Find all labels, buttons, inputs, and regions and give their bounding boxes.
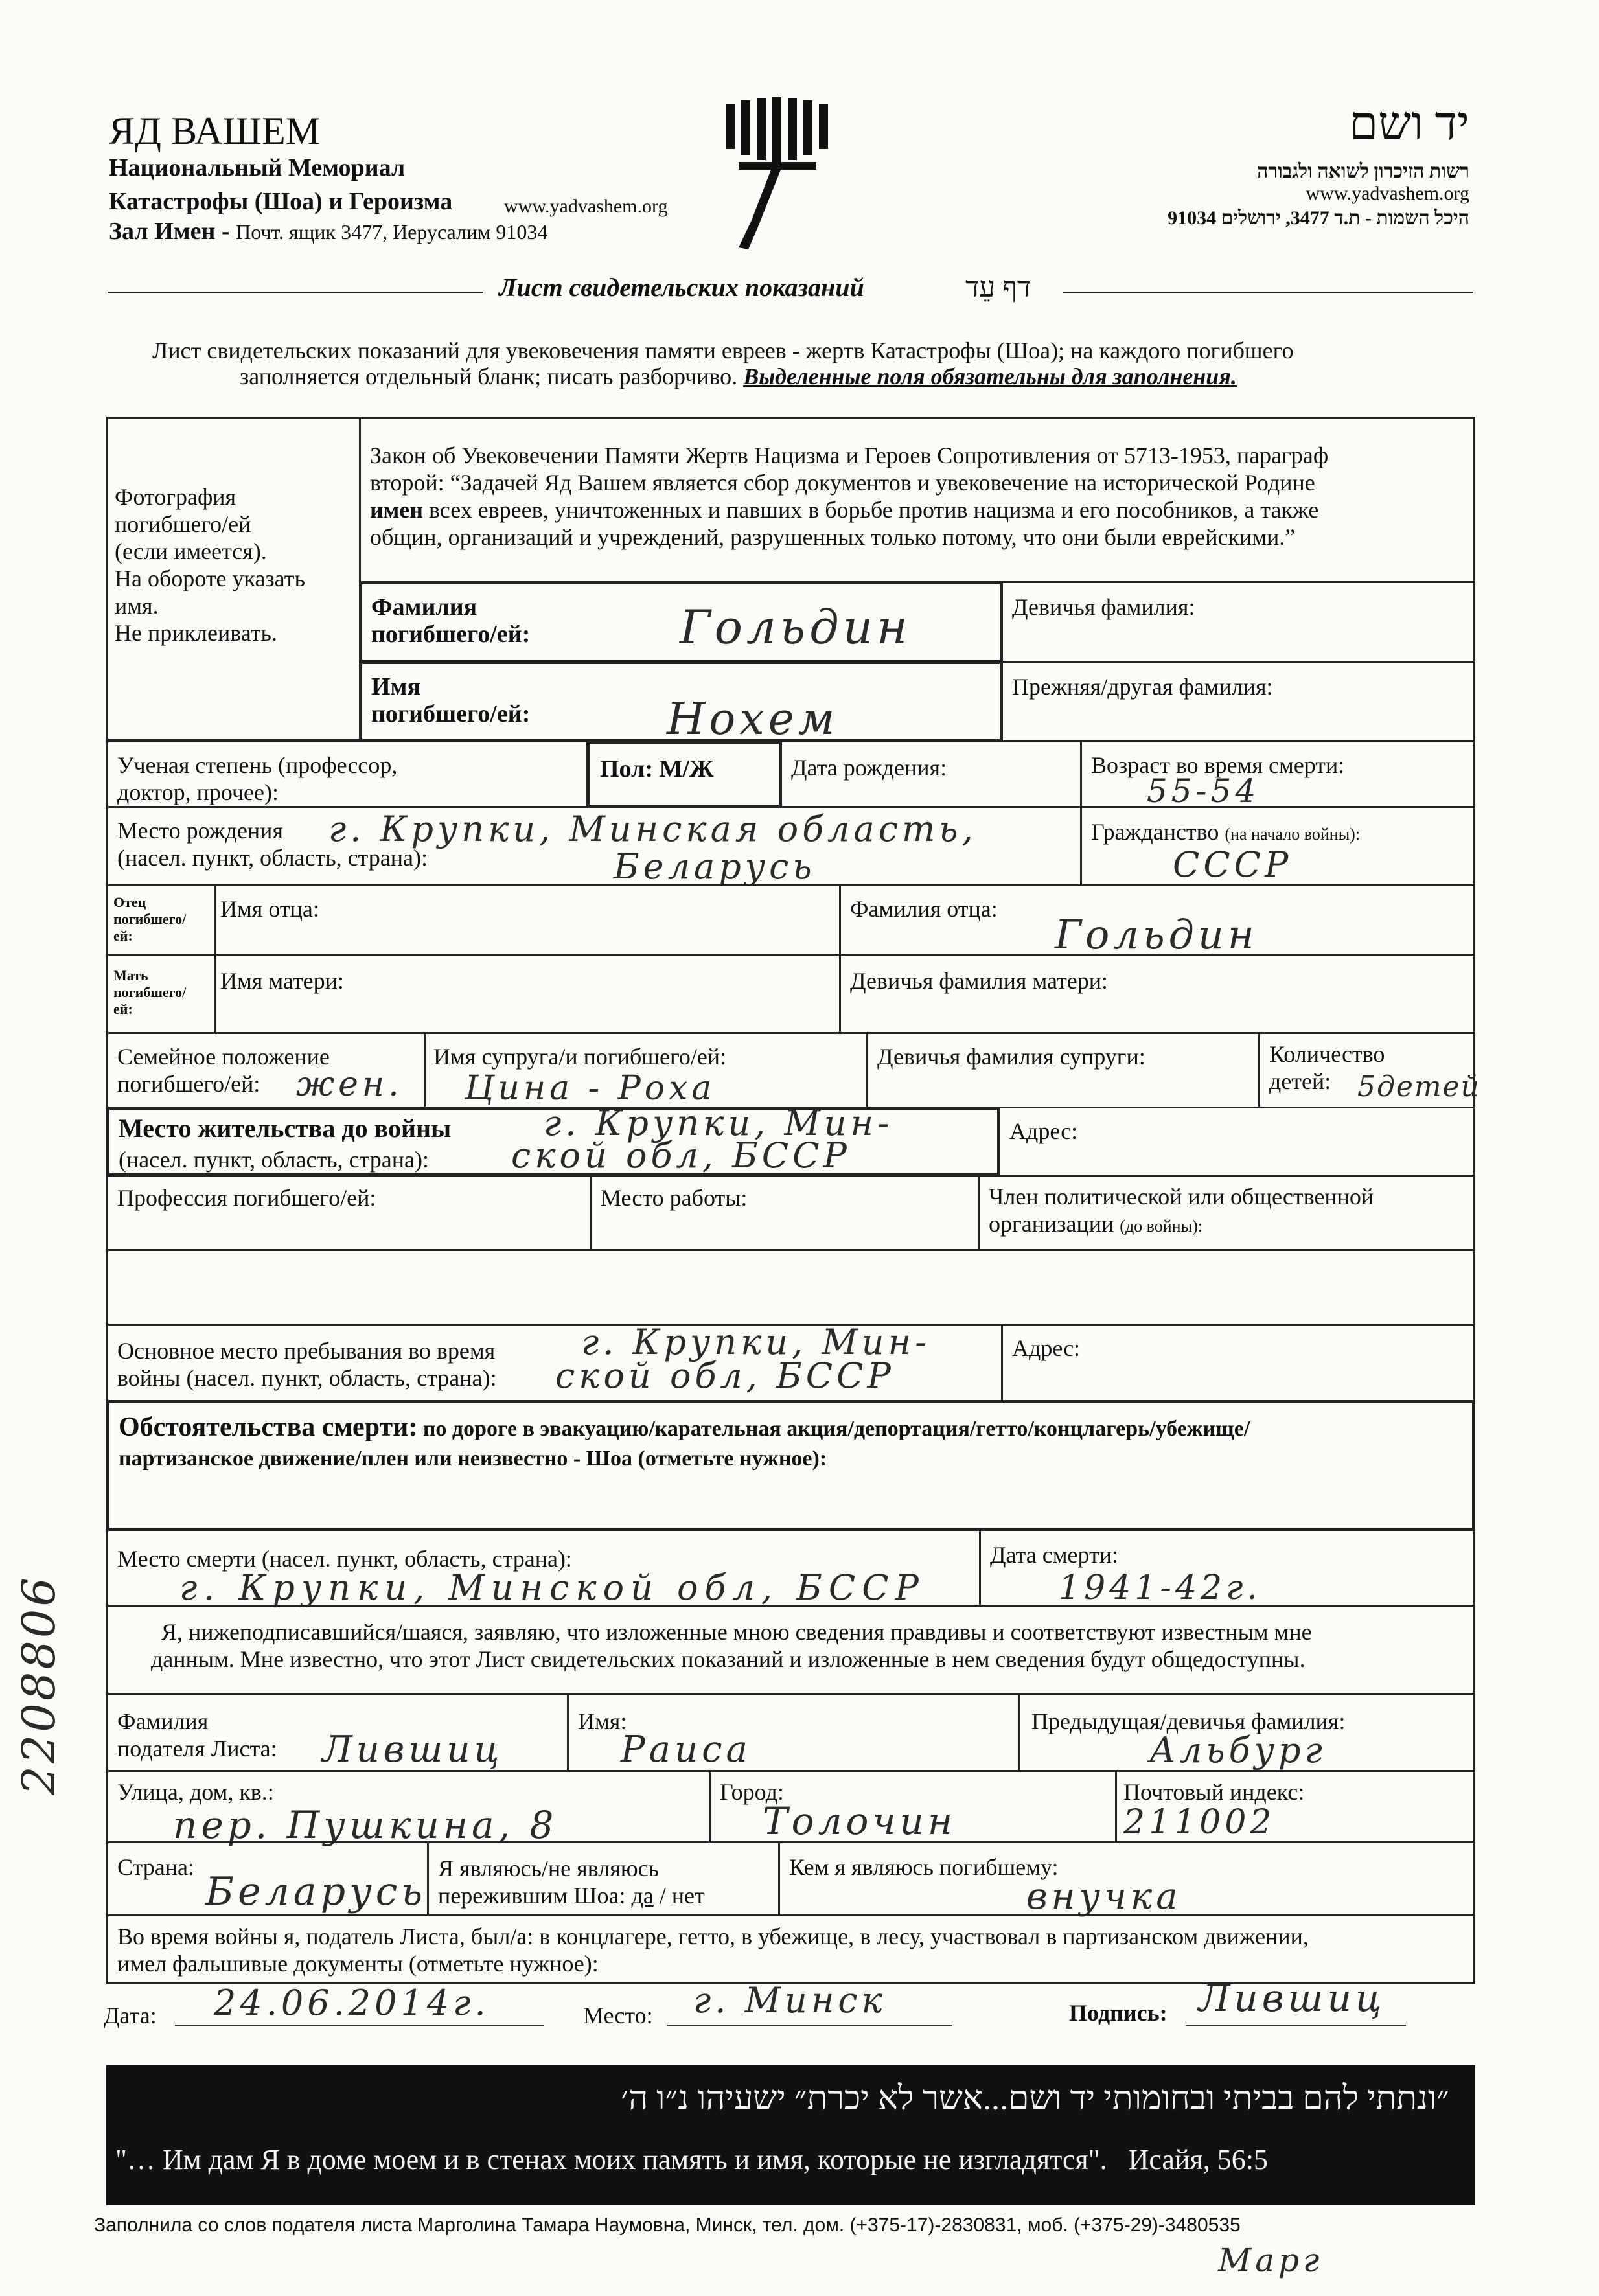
membership-label-text: организации <box>989 1211 1114 1237</box>
victim-maiden-cell[interactable] <box>1001 581 1475 663</box>
intro-line1: Лист свидетельских показаний для увековечения памяти евреев - жертв Катастрофы (Шоа); на каждого погибшего <box>152 338 1294 363</box>
profession-label: Профессия погибшего/ей: <box>117 1185 376 1211</box>
signature-label: Подпись: <box>1069 2000 1168 2026</box>
date-label: Дата: <box>104 2003 157 2028</box>
website-right[interactable]: www.yadvashem.org <box>1306 183 1469 204</box>
label-line: детей: <box>1269 1068 1331 1094</box>
submitter-surname-cell[interactable] <box>106 1693 569 1772</box>
law-cell <box>359 417 1475 583</box>
mother-maiden-label: Девичья фамилия матери: <box>850 968 1109 994</box>
victim-name-label <box>371 673 530 728</box>
blank-row-cell[interactable] <box>106 1249 1475 1326</box>
wartime-place-label <box>117 1337 497 1392</box>
date-value: 24.06.2014г. <box>214 1982 490 2023</box>
law-line: общин, организаций и учреждений, разрушенных только потому, что они были еврейскими.” <box>370 524 1296 550</box>
victim-maiden-label: Девичья фамилия: <box>1012 594 1195 620</box>
submitter-maiden-cell[interactable] <box>1018 1693 1475 1772</box>
law-bold-word: имен <box>370 497 423 523</box>
title-rule-left <box>108 292 483 293</box>
degree-label <box>117 752 397 806</box>
submitter-maiden-value: Альбург <box>1149 1730 1326 1771</box>
submitter-wartime-text <box>117 1923 1309 1977</box>
org-name-ru: ЯД ВАШЕМ <box>109 109 321 152</box>
father-name-cell[interactable] <box>214 884 841 956</box>
death-date-label: Дата смерти: <box>990 1542 1119 1568</box>
photo-note-line: Фотография <box>115 484 236 510</box>
victim-surname-value: Гольдин <box>680 600 912 654</box>
label-line: Фамилия <box>117 1708 209 1734</box>
victim-name-value: Нохем <box>667 694 839 745</box>
label-line: Семейное положение <box>117 1044 330 1070</box>
citizenship-note: (на начало войны): <box>1225 825 1361 844</box>
submitter-surname-value: Лившиц <box>322 1728 503 1771</box>
label-line: погибшего/ей: <box>371 621 531 648</box>
label-line: Имя <box>371 673 420 700</box>
birth-date-cell[interactable] <box>780 740 1082 808</box>
citizenship-cell[interactable] <box>1080 806 1475 886</box>
father-side-cell <box>106 884 216 956</box>
country-label: Страна: <box>117 1854 194 1880</box>
children-value: 5детей <box>1357 1070 1481 1103</box>
survivor-label-text: пережившим Шоа: <box>438 1883 626 1909</box>
photo-note-line: (если имеется). <box>115 538 267 564</box>
father-side-label <box>113 894 186 945</box>
birthplace-value <box>328 810 977 886</box>
street-cell[interactable] <box>106 1770 711 1847</box>
survivor-yes[interactable]: да <box>631 1883 654 1909</box>
hw-line: г. Крупки, Мин- <box>544 1103 893 1143</box>
website-left[interactable]: www.yadvashem.org <box>504 196 668 217</box>
residence-label: Место жительства до войны <box>119 1114 452 1143</box>
label-line: (насел. пункт, область, страна): <box>117 845 428 871</box>
death-place-value: г. Крупки, Минской обл, БССР <box>179 1567 925 1608</box>
quote-reference: Исайя, 56:5 <box>1128 2144 1268 2175</box>
label-line: погибшего/ей: <box>371 700 531 728</box>
workplace-label: Место работы: <box>601 1185 748 1211</box>
survivor-label <box>438 1855 705 1909</box>
age-value: 55-54 <box>1147 772 1260 810</box>
label-line <box>989 1210 1374 1240</box>
spouse-maiden-cell[interactable] <box>866 1032 1260 1108</box>
label-line: Место рождения <box>117 818 284 844</box>
photo-note-line: Не приклеивать. <box>115 620 277 646</box>
filled-by-note: Заполнила со слов подателя листа Марголина Тамара Наумовна, Минск, тел. дом. (+375-17)-2830831, моб. (+375-29)-3480535 <box>94 2214 1241 2236</box>
age-label: Возраст во время смерти: <box>1091 752 1345 778</box>
label-line: Ученая степень (профессор, <box>117 752 398 778</box>
workplace-cell[interactable] <box>590 1175 980 1251</box>
death-circumstances-text <box>119 1414 1250 1473</box>
residence-sublabel: (насел. пункт, область, страна): <box>119 1147 430 1173</box>
membership-cell[interactable] <box>978 1175 1475 1251</box>
country-cell[interactable] <box>106 1841 429 1916</box>
marital-status-cell[interactable] <box>106 1032 426 1108</box>
law-text <box>370 442 1328 551</box>
hw-line: г. Крупки, Минская область, <box>328 809 977 849</box>
label-line: ей: <box>113 1001 133 1017</box>
org-name-he: יד ושם <box>1349 98 1469 150</box>
relation-value: внучка <box>1026 1876 1182 1918</box>
law-line-text: всех евреев, уничтоженных и павших в борьбе против нацизма и его пособников, а также <box>428 497 1319 523</box>
submitter-wartime-cell[interactable] <box>106 1914 1475 1984</box>
label-line: Основное место пребывания во время <box>117 1338 496 1364</box>
spouse-maiden-label: Девичья фамилия супруги: <box>877 1044 1145 1070</box>
label-line: погибшего/ей: <box>117 1071 260 1097</box>
submitter-surname-label <box>117 1708 277 1762</box>
label-line: Я являюсь/не являюсь <box>438 1855 660 1881</box>
street-value: пер. Пушкина, 8 <box>173 1803 558 1847</box>
death-circ-label: Обстоятельства смерти: <box>119 1412 418 1442</box>
mother-side-cell <box>106 954 216 1034</box>
death-circ-line1 <box>119 1414 1250 1443</box>
hw-line: г. Крупки, Мин- <box>581 1322 931 1362</box>
mother-name-label: Имя матери: <box>220 968 344 994</box>
birth-date-label: Дата рождения: <box>791 755 947 781</box>
hall-line <box>109 218 547 246</box>
photo-cell[interactable] <box>106 417 361 740</box>
father-surname-label: Фамилия отца: <box>850 896 998 922</box>
photo-note-line: имя. <box>115 593 159 619</box>
zip-value: 211002 <box>1123 1803 1276 1842</box>
hebrew-quote: ״ונתתי להם בביתי ובחומותי יד ושם...אשר לא יכרת״ ישעיהו נ״ו ה׳ <box>621 2080 1449 2117</box>
photo-note-line: погибшего/ей <box>115 511 251 537</box>
label-line: ей: <box>113 928 133 944</box>
degree-cell[interactable] <box>106 740 588 808</box>
he-line1: רשות הזיכרון לשואה ולגבורה <box>1257 161 1469 182</box>
death-place-label: Место смерти (насел. пункт, область, страна): <box>117 1546 572 1572</box>
label-line: Количество <box>1269 1041 1385 1067</box>
father-name-label: Имя отца: <box>220 896 319 922</box>
law-line: Закон об Увековечении Памяти Жертв Нацизма и Героев Сопротивления от 5713-1953, параграф <box>370 442 1329 468</box>
hall-label: Зал Имен - <box>109 218 236 245</box>
gender-label: Пол: М/Ж <box>600 755 714 783</box>
he-address: היכל השמות - ת.ד 3477, ירושלים 91034 <box>1168 207 1469 229</box>
intro-text: заполняется отдельный бланк; писать разборчиво. <box>240 363 744 389</box>
place-underline <box>667 2025 952 2026</box>
victim-other-surname-label: Прежняя/другая фамилия: <box>1012 674 1273 700</box>
age-cell[interactable] <box>1080 740 1475 808</box>
death-circ-options-line2: партизанское движение/плен или неизвестно - Шоа (отметьте нужное): <box>119 1447 827 1471</box>
mother-side-label <box>113 967 186 1018</box>
survivor-cell[interactable] <box>427 1841 780 1916</box>
gender-cell[interactable] <box>586 740 782 808</box>
city-label: Город: <box>720 1779 784 1805</box>
label-line: погибшего/ <box>113 911 187 927</box>
form-title-ru: Лист свидетельских показаний <box>499 273 864 302</box>
title-rule-right <box>1063 292 1473 293</box>
label-line: Отец <box>113 894 146 910</box>
spouse-name-cell[interactable] <box>424 1032 868 1108</box>
bottom-signature: Марг <box>1218 2242 1324 2279</box>
victim-other-surname-cell[interactable] <box>1001 661 1475 742</box>
declaration-line: данным. Мне известно, что этот Лист свидетельских показаний и изложенные в нем сведения будут общедоступны. <box>151 1646 1306 1672</box>
org-line2: Катастрофы (Шоа) и Героизма <box>109 188 453 215</box>
russian-quote-text: "… Им дам Я в доме моем и в стенах моих память и имя, которые не изгладятся". <box>115 2144 1107 2175</box>
submitter-maiden-label: Предыдущая/девичья фамилия: <box>1031 1708 1346 1734</box>
signature-value: Лившиц <box>1199 1976 1386 2020</box>
birthplace-cell[interactable] <box>106 806 1082 886</box>
label-line: погибшего/ <box>113 984 187 1000</box>
relation-cell[interactable] <box>778 1841 1475 1916</box>
submitter-name-cell[interactable] <box>567 1693 1020 1772</box>
label-line <box>438 1882 705 1909</box>
residence-address-cell[interactable] <box>998 1107 1475 1177</box>
label-line: войны (насел. пункт, область, страна): <box>117 1365 497 1391</box>
yad-vashem-logo <box>719 97 836 253</box>
death-place-cell[interactable] <box>106 1529 981 1607</box>
children-cell[interactable] <box>1258 1032 1481 1108</box>
law-line <box>370 496 1328 523</box>
wartime-self-line: имел фальшивые документы (отметьте нужное): <box>117 1951 599 1977</box>
place-value: г. Минск <box>693 1980 886 2021</box>
victim-surname-label <box>371 593 530 648</box>
membership-label <box>989 1183 1374 1240</box>
father-surname-cell[interactable] <box>839 884 1475 956</box>
side-number: 2208806 <box>12 1575 65 1795</box>
hall-address: Почт. ящик 3477, Иерусалим 91034 <box>236 220 548 244</box>
death-circ-options: по дороге в эвакуацию/карательная акция/депортация/гетто/концлагерь/убежище/ <box>417 1417 1250 1441</box>
zip-cell[interactable] <box>1115 1770 1475 1843</box>
declaration-line: Я, нижеподписавшийся/шаяся, заявляю, что изложенные мною сведения правдивы и соответствуют известным мне <box>161 1619 1312 1645</box>
death-circumstances-cell[interactable] <box>106 1400 1475 1531</box>
wartime-place-value <box>555 1322 931 1396</box>
label-line: подателя Листа: <box>117 1736 277 1762</box>
declaration-text <box>151 1618 1312 1673</box>
form-title-he: דף עֵד <box>965 271 1031 303</box>
survivor-no[interactable]: нет <box>671 1883 705 1909</box>
victim-surname-cell[interactable] <box>359 581 1003 663</box>
city-value: Толочин <box>763 1799 957 1843</box>
profession-cell[interactable] <box>106 1175 592 1251</box>
citizenship-value: СССР <box>1173 844 1293 885</box>
residence-value <box>511 1103 893 1176</box>
death-date-cell[interactable] <box>979 1529 1475 1607</box>
submitter-name-label: Имя: <box>578 1708 627 1734</box>
wartime-place-cell[interactable] <box>106 1324 1003 1402</box>
photo-note-line: На обороте указать <box>115 566 305 591</box>
victim-name-cell[interactable] <box>359 661 1003 745</box>
intro-emphasis: Выделенные поля обязательны для заполнения. <box>743 363 1237 389</box>
org-line1: Национальный Мемориал <box>109 154 406 181</box>
wartime-address-label: Адрес: <box>1012 1335 1081 1361</box>
city-cell[interactable] <box>709 1770 1117 1843</box>
zip-label: Почтовый индекс: <box>1123 1779 1305 1805</box>
russian-quote <box>115 2143 1268 2176</box>
intro-line2 <box>240 363 1237 390</box>
wartime-address-cell[interactable] <box>1001 1324 1475 1402</box>
spouse-name-value: Цина - Роха <box>465 1069 716 1108</box>
relation-label: Кем я являюсь погибшему: <box>789 1854 1059 1880</box>
date-underline <box>175 2025 544 2026</box>
mother-maiden-cell[interactable] <box>839 954 1475 1034</box>
signature-underline <box>1186 2025 1406 2026</box>
death-date-value: 1941-42г. <box>1059 1568 1261 1607</box>
residence-cell[interactable] <box>106 1103 1000 1177</box>
label-line: Фамилия <box>371 593 477 621</box>
place-label: Место: <box>583 2003 653 2028</box>
hw-line: ской обл, БССР <box>511 1135 851 1176</box>
father-surname-value: Гольдин <box>1055 911 1258 958</box>
label-line: Мать <box>113 967 148 983</box>
mother-name-cell[interactable] <box>214 954 841 1034</box>
country-value: Беларусь <box>205 1869 427 1914</box>
hw-line: Беларусь <box>614 846 816 887</box>
photo-note <box>115 483 305 647</box>
submitter-name-value: Раиса <box>621 1728 752 1771</box>
wartime-self-line: Во время войны я, податель Листа, был/а: в концлагере, гетто, в убежище, в лесу, участвовал в партизанском движении, <box>117 1923 1309 1949</box>
law-line: второй: “Задачей Яд Вашем является сбор документов и увековечение на исторической Родине <box>370 470 1315 496</box>
spouse-name-label: Имя супруга/и погибшего/ей: <box>433 1044 727 1070</box>
quote-banner <box>106 2065 1475 2205</box>
citizenship-label-text: Гражданство <box>1091 819 1219 845</box>
label-line: доктор, прочее): <box>117 779 279 805</box>
hw-line: ской обл, БССР <box>555 1355 895 1396</box>
residence-address-label: Адрес: <box>1009 1118 1078 1144</box>
street-label: Улица, дом, кв.: <box>117 1779 274 1805</box>
survivor-separator: / <box>653 1883 672 1909</box>
marital-status-value: жен. <box>296 1065 403 1104</box>
declaration-cell <box>106 1605 1475 1695</box>
membership-note: (до войны): <box>1120 1217 1202 1235</box>
label-line: Член политической или общественной <box>989 1184 1374 1210</box>
